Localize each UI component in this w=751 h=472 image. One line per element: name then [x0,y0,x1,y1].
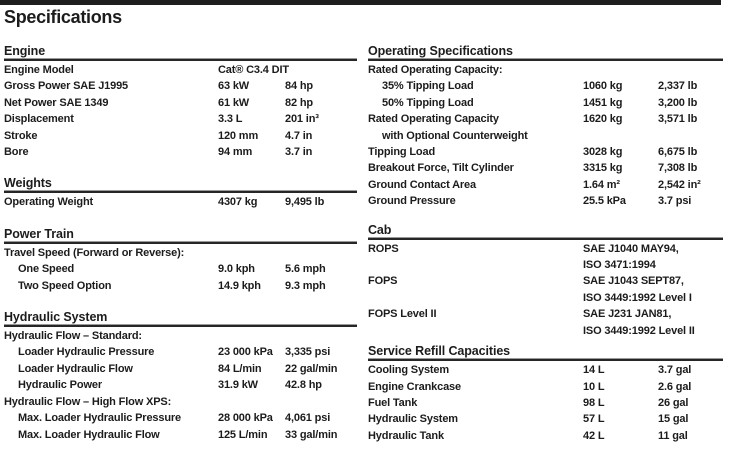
row-label: Ground Pressure [368,195,456,208]
row-metric-value: 1.64 m² [583,178,620,191]
row-imperial-value: 82 hp [285,96,313,109]
spec-row [4,394,357,410]
section-rule [4,190,357,193]
row-imperial-value: 11 gal [658,429,688,442]
row-imperial-value: 3.7 psi [658,195,692,208]
spec-row [368,411,723,427]
section-heading: Weights [4,176,52,191]
row-imperial-value: 2,542 in² [658,178,701,191]
spec-row [4,361,357,377]
row-imperial-value: 84 hp [285,80,313,93]
spec-row [4,377,357,393]
row-metric-value: 98 L [583,396,605,409]
row-label: Fuel Tank [368,396,418,409]
spec-row [368,362,723,378]
section-rule [368,237,723,240]
row-metric-value: 94 mm [218,146,253,159]
spec-row [368,379,723,395]
row-value-line: ISO 3449:1992 Level I [583,291,692,304]
row-metric-value: 31.9 kW [218,379,258,392]
right-column [368,44,723,444]
spec-row [4,245,357,261]
row-metric-value: 1060 kg [583,80,623,93]
row-label: FOPS Level II [368,308,437,321]
row-imperial-value: 6,675 lb [658,146,698,159]
section-rule [4,241,357,244]
row-imperial-value: 22 gal/min [285,362,338,375]
row-metric-value: 3028 kg [583,146,623,159]
section-power-train [4,227,357,294]
row-label: Hydraulic Flow – High Flow XPS: [4,395,172,408]
row-imperial-value: 5.6 mph [285,263,326,276]
row-label: Stroke [4,129,38,142]
spec-row [4,427,357,443]
row-metric-value: 63 kW [218,80,250,93]
section-heading: Engine [4,44,46,58]
row-imperial-value: 4,061 psi [285,412,331,425]
spec-row [368,306,723,339]
section-rule [368,58,723,61]
row-label: Operating Weight [4,196,94,209]
row-metric-value: 14 L [583,364,605,377]
row-label: Rated Operating Capacity [368,113,499,126]
row-imperial-value: 2,337 lb [658,80,698,93]
row-label: Travel Speed (Forward or Reverse): [4,246,185,259]
spec-row [4,111,357,127]
row-metric-value: Cat® C3.4 DIT [218,64,289,76]
section-rule [4,324,357,327]
row-metric-value: 25.5 kPa [583,195,626,208]
row-label: with Optional Counterweight [382,129,528,142]
row-value [583,273,723,306]
row-metric-value: 42 L [583,429,605,442]
row-value-line: SAE J1043 SEPT87, [583,275,684,288]
row-imperial-value: 3,335 psi [285,346,331,359]
row-label: Hydraulic Power [18,379,102,392]
row-label: Cooling System [368,364,450,377]
section-engine [4,44,357,160]
row-metric-value: 10 L [583,380,605,393]
spec-row [4,78,357,94]
spec-row [368,395,723,411]
row-imperial-value: 3.7 in [285,146,313,159]
row-metric-value: 3315 kg [583,162,623,175]
row-imperial-value: 3,571 lb [658,113,698,126]
row-label: One Speed [18,263,75,276]
row-value-line: SAE J231 JAN81, [583,308,672,321]
row-imperial-value: 2.6 gal [658,380,692,393]
row-imperial-value: 3,200 lb [658,96,698,109]
spec-row [4,95,357,111]
row-label: Hydraulic Flow – Standard: [4,330,142,343]
section-operating-specifications [368,44,723,210]
row-imperial-value: 4.7 in [285,129,313,142]
spec-row [4,62,357,78]
row-label: Loader Hydraulic Flow [18,362,133,375]
row-value-line: SAE J1040 MAY94, [583,242,679,255]
spec-row [368,144,723,160]
row-metric-value: 84 L/min [218,362,262,375]
spec-row [368,95,723,111]
row-label: Two Speed Option [18,279,112,292]
section-heading: Power Train [4,226,74,241]
row-metric-value: 61 kW [218,96,250,109]
row-metric-value: 4307 kg [218,196,258,209]
spec-row [368,241,723,274]
row-label: ROPS [368,242,399,255]
section-weights [4,176,357,210]
left-column [4,44,357,443]
section-heading: Hydraulic System [4,310,108,325]
spec-row [4,328,357,344]
row-label: Displacement [4,113,74,126]
row-imperial-value: 201 in³ [285,113,319,126]
top-rule-bar [0,0,721,5]
spec-row [368,111,723,127]
section-cab [368,223,723,339]
row-metric-value: 9.0 kph [218,263,255,276]
row-value-line: ISO 3471:1994 [583,259,656,272]
section-heading: Cab [368,222,392,237]
row-imperial-value: 42.8 hp [285,379,322,392]
section-rule [4,58,357,61]
row-label: 50% Tipping Load [382,96,474,109]
row-label: Ground Contact Area [368,178,476,191]
spec-row [368,428,723,444]
spec-row [4,344,357,360]
spec-row [4,410,357,426]
row-label: Bore [4,146,29,159]
spec-row [368,160,723,176]
spec-row [4,278,357,294]
page-title: Specifications [4,7,122,27]
spec-row [368,78,723,94]
section-rule [368,358,723,361]
row-label: Hydraulic System [368,413,458,426]
row-label: Net Power SAE 1349 [4,96,109,109]
row-metric-value: 23 000 kPa [218,346,273,359]
row-label: Hydraulic Tank [368,429,444,442]
row-imperial-value: 15 gal [658,413,689,426]
row-metric-value: 1620 kg [583,113,623,126]
row-imperial-value: 7,308 lb [658,162,698,175]
row-metric-value: 125 L/min [218,428,268,441]
spec-row [368,273,723,306]
spec-row [4,194,357,210]
row-value-line: ISO 3449:1992 Level II [583,324,695,337]
row-label: FOPS [368,275,398,288]
row-label: Engine Crankcase [368,380,461,393]
spec-row [4,261,357,277]
row-label: Loader Hydraulic Pressure [18,346,155,359]
row-imperial-value: 9,495 lb [285,196,325,209]
row-metric-value: 57 L [583,413,605,426]
row-label: 35% Tipping Load [382,80,474,93]
section-heading: Operating Specifications [368,44,513,58]
section-heading: Service Refill Capacities [368,344,511,359]
spec-row [4,128,357,144]
row-label: Breakout Force, Tilt Cylinder [368,162,514,175]
row-metric-value: 28 000 kPa [218,412,273,425]
row-label: Rated Operating Capacity: [368,64,503,76]
row-label: Engine Model [4,64,74,76]
spec-row [368,128,723,144]
row-metric-value: 120 mm [218,129,259,142]
row-label: Tipping Load [368,146,436,159]
row-imperial-value: 26 gal [658,396,689,409]
row-label: Gross Power SAE J1995 [4,80,129,93]
row-imperial-value: 9.3 mph [285,279,326,292]
spec-row [368,62,723,78]
row-value [583,241,723,274]
spec-row [4,144,357,160]
section-hydraulic-system [4,310,357,443]
row-value [583,306,723,339]
spec-row [368,177,723,193]
row-metric-value: 1451 kg [583,96,623,109]
row-label: Max. Loader Hydraulic Pressure [18,412,182,425]
row-label: Max. Loader Hydraulic Flow [18,428,160,441]
section-service-refill-capacities [368,344,723,444]
row-metric-value: 14.9 kph [218,279,261,292]
row-imperial-value: 3.7 gal [658,364,692,377]
spec-row [368,193,723,209]
row-imperial-value: 33 gal/min [285,428,338,441]
row-metric-value: 3.3 L [218,113,243,126]
